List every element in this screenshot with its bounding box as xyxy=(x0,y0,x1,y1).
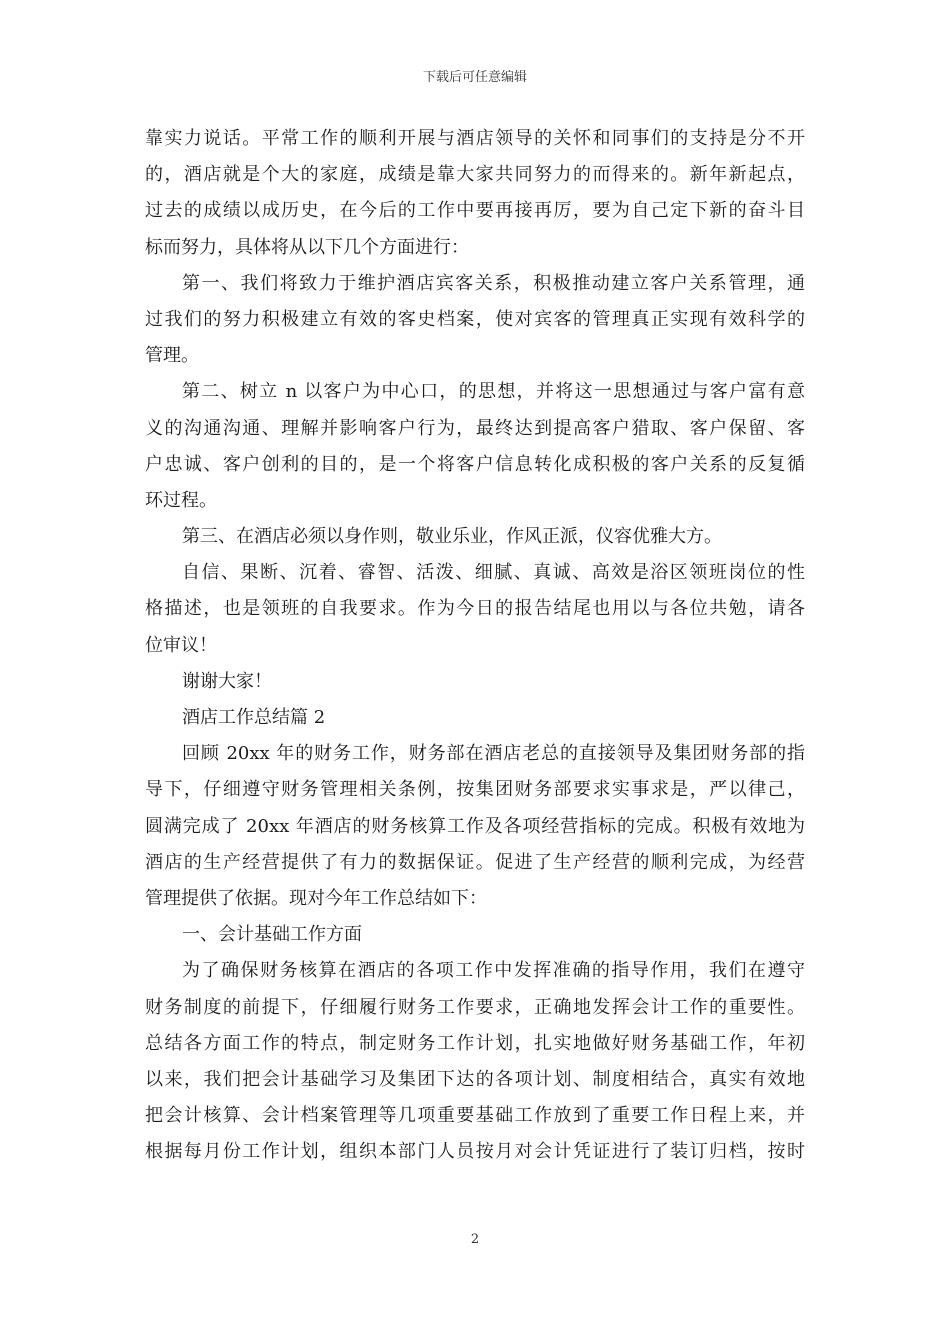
text-line: 管理。 xyxy=(145,345,199,367)
text-line: 一、会计基础工作方面 xyxy=(182,924,362,946)
text-line: 过去的成绩以成历史，在今后的工作中要再接再厉，要为自己定下新的奋斗目 xyxy=(145,200,805,222)
text-line: 财务制度的前提下，仔细履行财务工作要求，正确地发挥会计工作的重要性。 xyxy=(145,996,805,1018)
text-line: 第二、树立 n 以客户为中心口，的思想，并将这一思想通过与客户富有意 xyxy=(182,381,805,403)
text-line: 酒店的生产经营提供了有力的数据保证。促进了生产经营的顺利完成，为经营 xyxy=(145,851,805,873)
text-line: 义的沟通沟通、理解并影响客户行为，最终达到提高客户猎取、客户保留、客 xyxy=(145,417,805,439)
text-line: 酒店工作总结篇 2 xyxy=(182,707,326,728)
text-line: 根据每月份工作计划，组织本部门人员按月对会计凭证进行了装订归档，按时 xyxy=(145,1141,805,1163)
text-line: 谢谢大家！ xyxy=(182,670,272,692)
text-line: 位审议！ xyxy=(145,634,217,656)
text-line: 把会计核算、会计档案管理等几项重要基础工作放到了重要工作日程上来，并 xyxy=(145,1105,805,1127)
page-number: 2 xyxy=(470,1232,480,1247)
text-line: 标而努力，具体将从以下几个方面进行： xyxy=(145,236,469,258)
text-line: 户忠诚、客户创利的目的，是一个将客户信息转化成积极的客户关系的反复循 xyxy=(145,453,805,475)
text-line: 的，酒店就是个大的家庭，成绩是靠大家共同努力的而得来的。新年新起点， xyxy=(145,164,805,186)
text-line: 导下，仔细遵守财务管理相关条例，按集团财务部要求实事求是，严以律己， xyxy=(145,779,805,801)
text-line: 第三、在酒店必须以身作则，敬业乐业，作风正派，仪容优雅大方。 xyxy=(182,526,722,548)
page-header: 下载后可任意编辑 xyxy=(422,70,527,85)
text-line: 圆满完成了 20xx 年酒店的财务核算工作及各项经营指标的完成。积极有效地为 xyxy=(145,815,805,837)
text-line: 回顾 20xx 年的财务工作，财务部在酒店老总的直接领导及集团财务部的指 xyxy=(182,743,805,765)
text-line: 过我们的努力积极建立有效的客史档案，使对宾客的管理真正实现有效科学的 xyxy=(145,308,805,330)
document-body xyxy=(145,121,805,1170)
text-line: 自信、果断、沉着、睿智、活泼、细腻、真诚、高效是浴区领班岗位的性 xyxy=(182,562,805,584)
text-line: 为了确保财务核算在酒店的各项工作中发挥准确的指导作用，我们在遵守 xyxy=(182,960,805,982)
text-line: 环过程。 xyxy=(145,489,217,511)
text-line: 靠实力说话。平常工作的顺利开展与酒店领导的关怀和同事们的支持是分不开 xyxy=(145,128,805,149)
text-line: 第一、我们将致力于维护酒店宾客关系，积极推动建立客户关系管理，通 xyxy=(182,272,805,294)
text-line: 总结各方面工作的特点，制定财务工作计划，扎实地做好财务基础工作，年初 xyxy=(145,1032,805,1054)
text-line: 管理提供了依据。现对今年工作总结如下： xyxy=(145,887,487,909)
text-line: 以来，我们把会计基础学习及集团下达的各项计划、制度相结合，真实有效地 xyxy=(145,1068,805,1090)
text-line: 格描述，也是领班的自我要求。作为今日的报告结尾也用以与各位共勉，请各 xyxy=(145,598,805,620)
